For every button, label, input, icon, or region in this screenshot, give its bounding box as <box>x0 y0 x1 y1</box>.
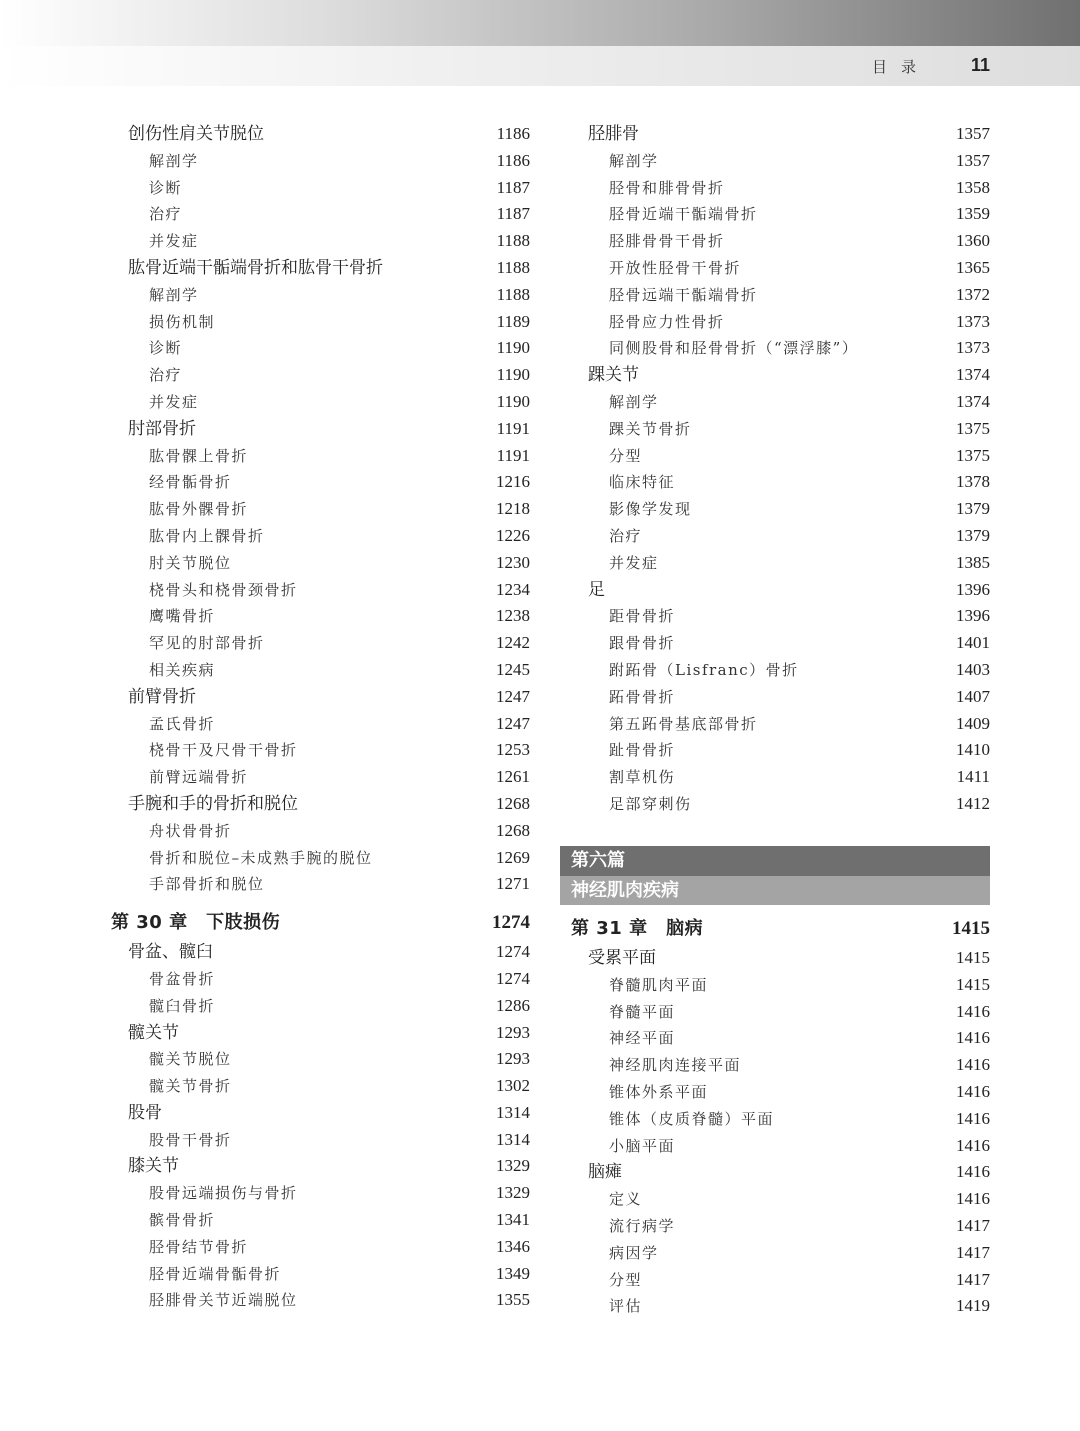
toc-entry-sub <box>571 416 990 443</box>
toc-entry-title: 罕见的肘部骨折 <box>149 634 265 653</box>
toc-entry-title: 神经平面 <box>609 1029 676 1048</box>
toc-entry-title: 解剖学 <box>149 151 199 170</box>
toc-entry-page: 1415 <box>956 974 990 994</box>
toc-entry-page: 1190 <box>496 365 530 385</box>
toc-entry-sub <box>111 1261 530 1288</box>
toc-entry-title: 跖骨骨折 <box>609 687 676 706</box>
toc-entry-sub <box>571 496 990 523</box>
toc-entry-title: 解剖学 <box>609 392 659 411</box>
toc-entry-sub <box>571 550 990 577</box>
toc-entry-title: 桡骨头和桡骨颈骨折 <box>149 580 298 599</box>
toc-entry-title: 治疗 <box>609 526 643 545</box>
toc-entry-page: 1349 <box>496 1263 530 1283</box>
toc-entry-page: 1416 <box>956 1028 990 1048</box>
toc-entry-title: 胫骨应力性骨折 <box>609 312 725 331</box>
toc-entry-title: 治疗 <box>149 205 183 224</box>
toc-entry-page: 1416 <box>956 1001 990 1021</box>
toc-entry-sub <box>571 1240 990 1267</box>
toc-entry-page: 1190 <box>496 391 530 411</box>
toc-entry-page: 1379 <box>956 525 990 545</box>
toc-entry-page: 1261 <box>496 767 530 787</box>
toc-entry-title: 跟骨骨折 <box>609 634 676 653</box>
toc-entry-title: 临床特征 <box>609 473 676 492</box>
toc-entry-title: 肱骨近端干骺端骨折和肱骨干骨折 <box>128 257 383 278</box>
toc-entry-sub <box>111 711 530 738</box>
toc-entry-title: 损伤机制 <box>149 312 216 331</box>
toc-entry-sub <box>571 972 990 999</box>
toc-entry-title: 足 <box>588 579 605 600</box>
toc-entry-sub <box>111 201 530 228</box>
toc-entry-title: 第 30 章 下肢损伤 <box>111 912 281 934</box>
toc-entry-title: 解剖学 <box>149 285 199 304</box>
toc-entry-sub <box>111 1046 530 1073</box>
toc-entry-sub <box>571 764 990 791</box>
toc-entry-title: 锥体（皮质脊髓）平面 <box>609 1109 775 1128</box>
toc-entry-title: 距骨骨折 <box>609 607 676 626</box>
toc-entry-title: 胫腓骨骨干骨折 <box>609 232 725 251</box>
toc-entry-page: 1375 <box>956 445 990 465</box>
toc-entry-title: 并发症 <box>149 392 199 411</box>
toc-entry-page: 1226 <box>496 525 530 545</box>
toc-entry-section <box>111 1100 530 1127</box>
toc-entry-title: 股骨干骨折 <box>149 1130 232 1149</box>
toc-entry-title: 孟氏骨折 <box>149 714 216 733</box>
toc-entry-page: 1403 <box>956 659 990 679</box>
toc-entry-sub <box>111 818 530 845</box>
toc-entry-title: 诊断 <box>149 178 183 197</box>
toc-entry-page: 1253 <box>496 740 530 760</box>
toc-entry-title: 流行病学 <box>609 1216 676 1235</box>
toc-entry-page: 1186 <box>496 150 530 170</box>
toc-entry-title: 分型 <box>609 446 643 465</box>
toc-entry-title: 锥体外系平面 <box>609 1082 709 1101</box>
toc-entry-title: 影像学发现 <box>609 500 692 519</box>
toc-entry-page: 1409 <box>956 713 990 733</box>
toc-entry-page: 1416 <box>956 1081 990 1101</box>
toc-entry-page: 1416 <box>956 1135 990 1155</box>
toc-entry-title: 相关疾病 <box>149 660 216 679</box>
toc-entry-title: 手部骨折和脱位 <box>149 875 265 894</box>
toc-entry-section <box>111 416 530 443</box>
toc-entry-title: 小脑平面 <box>609 1136 676 1155</box>
toc-entry-title: 经骨骺骨折 <box>149 473 232 492</box>
toc-entry-sub <box>111 523 530 550</box>
toc-entry-page: 1274 <box>496 968 530 988</box>
toc-entry-page: 1188 <box>496 284 530 304</box>
toc-entry-sub <box>571 1025 990 1052</box>
toc-entry-sub <box>571 1052 990 1079</box>
toc-entry-page: 1419 <box>956 1296 990 1316</box>
toc-entry-sub <box>111 443 530 470</box>
toc-entry-sub <box>111 362 530 389</box>
toc-entry-title: 解剖学 <box>609 151 659 170</box>
toc-entry-title: 踝关节骨折 <box>609 419 692 438</box>
toc-entry-page: 1417 <box>956 1269 990 1289</box>
toc-entry-page: 1365 <box>956 257 990 277</box>
toc-entry-page: 1191 <box>496 445 530 465</box>
toc-entry-title: 膝关节 <box>128 1156 179 1177</box>
toc-entry-page: 1218 <box>496 499 530 519</box>
toc-entry-section <box>111 1153 530 1180</box>
toc-entry-page: 1360 <box>956 231 990 251</box>
toc-entry-title: 胫骨近端干骺端骨折 <box>609 205 758 224</box>
toc-entry-sub <box>571 523 990 550</box>
toc-entry-sub <box>111 148 530 175</box>
toc-entry-sub <box>111 469 530 496</box>
toc-entry-title: 同侧股骨和胫骨骨折（“漂浮膝”） <box>609 339 859 358</box>
toc-entry-title: 舟状骨骨折 <box>149 821 232 840</box>
toc-entry-section <box>571 945 990 972</box>
toc-entry-section <box>111 684 530 711</box>
toc-entry-title: 分型 <box>609 1270 643 1289</box>
toc-entry-sub <box>571 684 990 711</box>
toc-entry-section <box>111 1020 530 1047</box>
toc-entry-page: 1359 <box>956 204 990 224</box>
toc-entry-page: 1286 <box>496 995 530 1015</box>
toc-entry-sub <box>571 603 990 630</box>
toc-entry-page: 1274 <box>496 942 530 962</box>
toc-right-column-top <box>571 121 990 818</box>
toc-entry-title: 髋臼骨折 <box>149 996 216 1015</box>
toc-entry-title: 前臂远端骨折 <box>149 768 249 787</box>
toc-entry-title: 髌骨骨折 <box>149 1211 216 1230</box>
toc-entry-title: 肘关节脱位 <box>149 553 232 572</box>
toc-entry-sub <box>571 1186 990 1213</box>
toc-entry-title: 肘部骨折 <box>128 418 196 439</box>
toc-entry-page: 1410 <box>956 740 990 760</box>
toc-entry-sub <box>111 1127 530 1154</box>
toc-entry-sub <box>111 1180 530 1207</box>
toc-entry-sub <box>571 389 990 416</box>
toc-right-column-bottom <box>571 904 990 1320</box>
toc-entry-section <box>571 362 990 389</box>
toc-entry-title: 脊髓肌肉平面 <box>609 975 709 994</box>
part-title: 神经肌肉疾病 <box>560 876 990 906</box>
toc-entry-sub <box>571 282 990 309</box>
toc-entry-sub <box>111 550 530 577</box>
toc-entry-page: 1375 <box>956 418 990 438</box>
toc-entry-page: 1374 <box>956 391 990 411</box>
toc-entry-sub <box>111 228 530 255</box>
toc-entry-section <box>571 1159 990 1186</box>
toc-entry-page: 1358 <box>956 177 990 197</box>
toc-entry-sub <box>111 335 530 362</box>
toc-entry-sub <box>571 1106 990 1133</box>
toc-entry-sub <box>571 148 990 175</box>
toc-entry-page: 1329 <box>496 1156 530 1176</box>
toc-entry-page: 1230 <box>496 552 530 572</box>
toc-entry-page: 1293 <box>496 1022 530 1042</box>
toc-entry-title: 受累平面 <box>588 948 656 968</box>
toc-entry-page: 1242 <box>496 633 530 653</box>
toc-entry-section <box>111 255 530 282</box>
toc-entry-page: 1187 <box>496 177 530 197</box>
toc-entry-sub <box>571 737 990 764</box>
toc-entry-page: 1415 <box>952 918 990 939</box>
toc-entry-title: 定义 <box>609 1190 643 1209</box>
part-banner <box>560 846 990 905</box>
toc-entry-sub <box>111 577 530 604</box>
toc-entry-sub <box>111 603 530 630</box>
toc-entry-section <box>111 121 530 148</box>
toc-entry-sub <box>111 966 530 993</box>
toc-entry-title: 第五跖骨基底部骨折 <box>609 714 758 733</box>
toc-entry-page: 1374 <box>956 365 990 385</box>
toc-entry-sub <box>571 711 990 738</box>
toc-entry-sub <box>571 309 990 336</box>
toc-entry-page: 1191 <box>496 418 530 438</box>
toc-entry-title: 治疗 <box>149 366 183 385</box>
toc-entry-sub <box>571 1267 990 1294</box>
toc-entry-page: 1417 <box>956 1242 990 1262</box>
toc-entry-section <box>571 121 990 148</box>
toc-entry-title: 肱骨外髁骨折 <box>149 500 249 519</box>
toc-entry-sub <box>111 496 530 523</box>
toc-entry-sub <box>571 1213 990 1240</box>
toc-entry-page: 1187 <box>496 204 530 224</box>
toc-entry-sub <box>571 175 990 202</box>
toc-entry-sub <box>571 335 990 362</box>
toc-entry-title: 趾骨骨折 <box>609 741 676 760</box>
toc-entry-page: 1314 <box>496 1129 530 1149</box>
toc-entry-sub <box>571 443 990 470</box>
toc-entry-title: 肱骨内上髁骨折 <box>149 526 265 545</box>
toc-entry-page: 1373 <box>956 311 990 331</box>
toc-entry-page: 1268 <box>496 793 530 813</box>
toc-entry-title: 胫骨和腓骨骨折 <box>609 178 725 197</box>
toc-entry-page: 1355 <box>496 1290 530 1310</box>
toc-entry-title: 鹰嘴骨折 <box>149 607 216 626</box>
toc-entry-page: 1188 <box>496 231 530 251</box>
toc-entry-title: 桡骨干及尺骨干骨折 <box>149 741 298 760</box>
toc-entry-sub <box>571 630 990 657</box>
toc-entry-sub <box>571 1293 990 1320</box>
toc-entry-title: 脑瘫 <box>588 1162 622 1183</box>
toc-entry-page: 1245 <box>496 659 530 679</box>
toc-entry-page: 1293 <box>496 1049 530 1069</box>
toc-entry-sub <box>111 845 530 872</box>
header-gradient-band <box>0 0 1080 46</box>
toc-entry-sub <box>111 282 530 309</box>
toc-entry-title: 胫腓骨 <box>588 124 639 144</box>
toc-entry-title: 前臂骨折 <box>128 686 196 707</box>
toc-entry-section <box>111 939 530 966</box>
toc-entry-page: 1302 <box>496 1076 530 1096</box>
toc-entry-sub <box>571 999 990 1026</box>
toc-entry-sub <box>571 657 990 684</box>
toc-entry-title: 胫骨远端干骺端骨折 <box>609 285 758 304</box>
toc-entry-page: 1412 <box>956 793 990 813</box>
toc-entry-title: 并发症 <box>149 232 199 251</box>
toc-entry-sub <box>111 737 530 764</box>
toc-entry-page: 1416 <box>956 1162 990 1182</box>
toc-entry-page: 1407 <box>956 686 990 706</box>
toc-entry-page: 1269 <box>496 847 530 867</box>
toc-entry-sub <box>571 1133 990 1160</box>
toc-entry-title: 髋关节 <box>128 1022 179 1043</box>
toc-entry-page: 1238 <box>496 606 530 626</box>
toc-entry-page: 1378 <box>956 472 990 492</box>
toc-entry-page: 1415 <box>956 948 990 967</box>
toc-entry-title: 病因学 <box>609 1243 659 1262</box>
toc-entry-title: 跗跖骨（Lisfranc）骨折 <box>609 660 799 679</box>
toc-entry-title: 踝关节 <box>588 365 639 386</box>
toc-entry-page: 1314 <box>496 1102 530 1122</box>
toc-entry-title: 开放性胫骨干骨折 <box>609 258 742 277</box>
toc-entry-title: 评估 <box>609 1297 643 1316</box>
toc-entry-page: 1396 <box>956 579 990 599</box>
toc-entry-title: 脊髓平面 <box>609 1002 676 1021</box>
toc-entry-title: 并发症 <box>609 553 659 572</box>
toc-entry-page: 1346 <box>496 1236 530 1256</box>
toc-entry-page: 1188 <box>496 257 530 277</box>
toc-entry-title: 手腕和手的骨折和脱位 <box>128 793 298 814</box>
toc-entry-title: 肱骨髁上骨折 <box>149 446 249 465</box>
toc-entry-section <box>111 791 530 818</box>
toc-entry-page: 1401 <box>956 633 990 653</box>
toc-entry-page: 1416 <box>956 1108 990 1128</box>
toc-entry-title: 第 31 章 脑病 <box>571 918 704 939</box>
toc-entry-page: 1341 <box>496 1210 530 1230</box>
toc-entry-title: 髋关节脱位 <box>149 1050 232 1069</box>
toc-entry-sub <box>111 389 530 416</box>
toc-entry-title: 胫骨近端骨骺骨折 <box>149 1264 282 1283</box>
toc-entry-page: 1373 <box>956 338 990 358</box>
toc-entry-page: 1379 <box>956 499 990 519</box>
toc-left-column <box>111 121 530 1314</box>
toc-entry-sub <box>571 791 990 818</box>
toc-entry-page: 1189 <box>496 311 530 331</box>
toc-entry-page: 1357 <box>956 150 990 170</box>
toc-entry-title: 诊断 <box>149 339 183 358</box>
toc-entry-sub <box>571 1079 990 1106</box>
toc-entry-section <box>571 577 990 604</box>
toc-entry-title: 足部穿刺伤 <box>609 794 692 813</box>
toc-entry-sub <box>111 1234 530 1261</box>
toc-entry-page: 1416 <box>956 1189 990 1209</box>
toc-entry-sub <box>111 1073 530 1100</box>
toc-entry-sub <box>111 657 530 684</box>
toc-entry-page: 1396 <box>956 606 990 626</box>
toc-entry-page: 1274 <box>492 912 530 934</box>
toc-entry-sub <box>571 469 990 496</box>
toc-entry-title: 创伤性肩关节脱位 <box>128 124 264 144</box>
toc-entry-title: 骨盆、髋臼 <box>128 942 213 963</box>
toc-entry-page: 1329 <box>496 1183 530 1203</box>
toc-entry-page: 1385 <box>956 552 990 572</box>
toc-entry-sub <box>111 993 530 1020</box>
toc-entry-sub <box>111 175 530 202</box>
toc-entry-chapter <box>571 913 990 945</box>
toc-entry-page: 1271 <box>496 874 530 894</box>
toc-entry-page: 1247 <box>496 713 530 733</box>
running-header-title: 目录 <box>871 58 930 76</box>
toc-entry-sub <box>571 255 990 282</box>
toc-entry-sub <box>571 228 990 255</box>
toc-entry-sub <box>111 1287 530 1314</box>
toc-entry-sub <box>571 201 990 228</box>
toc-entry-page: 1417 <box>956 1215 990 1235</box>
toc-entry-title: 股骨 <box>128 1102 162 1123</box>
toc-entry-page: 1190 <box>496 338 530 358</box>
toc-entry-page: 1216 <box>496 472 530 492</box>
toc-entry-title: 骨盆骨折 <box>149 969 216 988</box>
toc-entry-sub <box>111 630 530 657</box>
toc-entry-page: 1416 <box>956 1055 990 1075</box>
toc-entry-page: 1186 <box>496 124 530 143</box>
toc-entry-title: 骨折和脱位–未成熟手腕的脱位 <box>149 848 373 867</box>
toc-entry-page: 1247 <box>496 686 530 706</box>
toc-entry-title: 髋关节骨折 <box>149 1077 232 1096</box>
toc-entry-title: 胫腓骨关节近端脱位 <box>149 1291 298 1310</box>
toc-entry-title: 神经肌肉连接平面 <box>609 1056 742 1075</box>
toc-entry-sub <box>111 1207 530 1234</box>
toc-entry-title: 股骨远端损伤与骨折 <box>149 1184 298 1203</box>
toc-entry-title: 割草机伤 <box>609 768 676 787</box>
toc-entry-page: 1411 <box>956 767 990 787</box>
toc-entry-page: 1268 <box>496 820 530 840</box>
toc-entry-page: 1357 <box>956 124 990 143</box>
toc-entry-sub <box>111 764 530 791</box>
page-number: 11 <box>970 55 990 75</box>
toc-entry-title: 胫骨结节骨折 <box>149 1237 249 1256</box>
toc-entry-page: 1372 <box>956 284 990 304</box>
toc-entry-chapter <box>111 907 530 939</box>
toc-entry-sub <box>111 309 530 336</box>
toc-entry-sub <box>111 871 530 898</box>
toc-entry-page: 1234 <box>496 579 530 599</box>
part-number: 第六篇 <box>560 846 990 876</box>
